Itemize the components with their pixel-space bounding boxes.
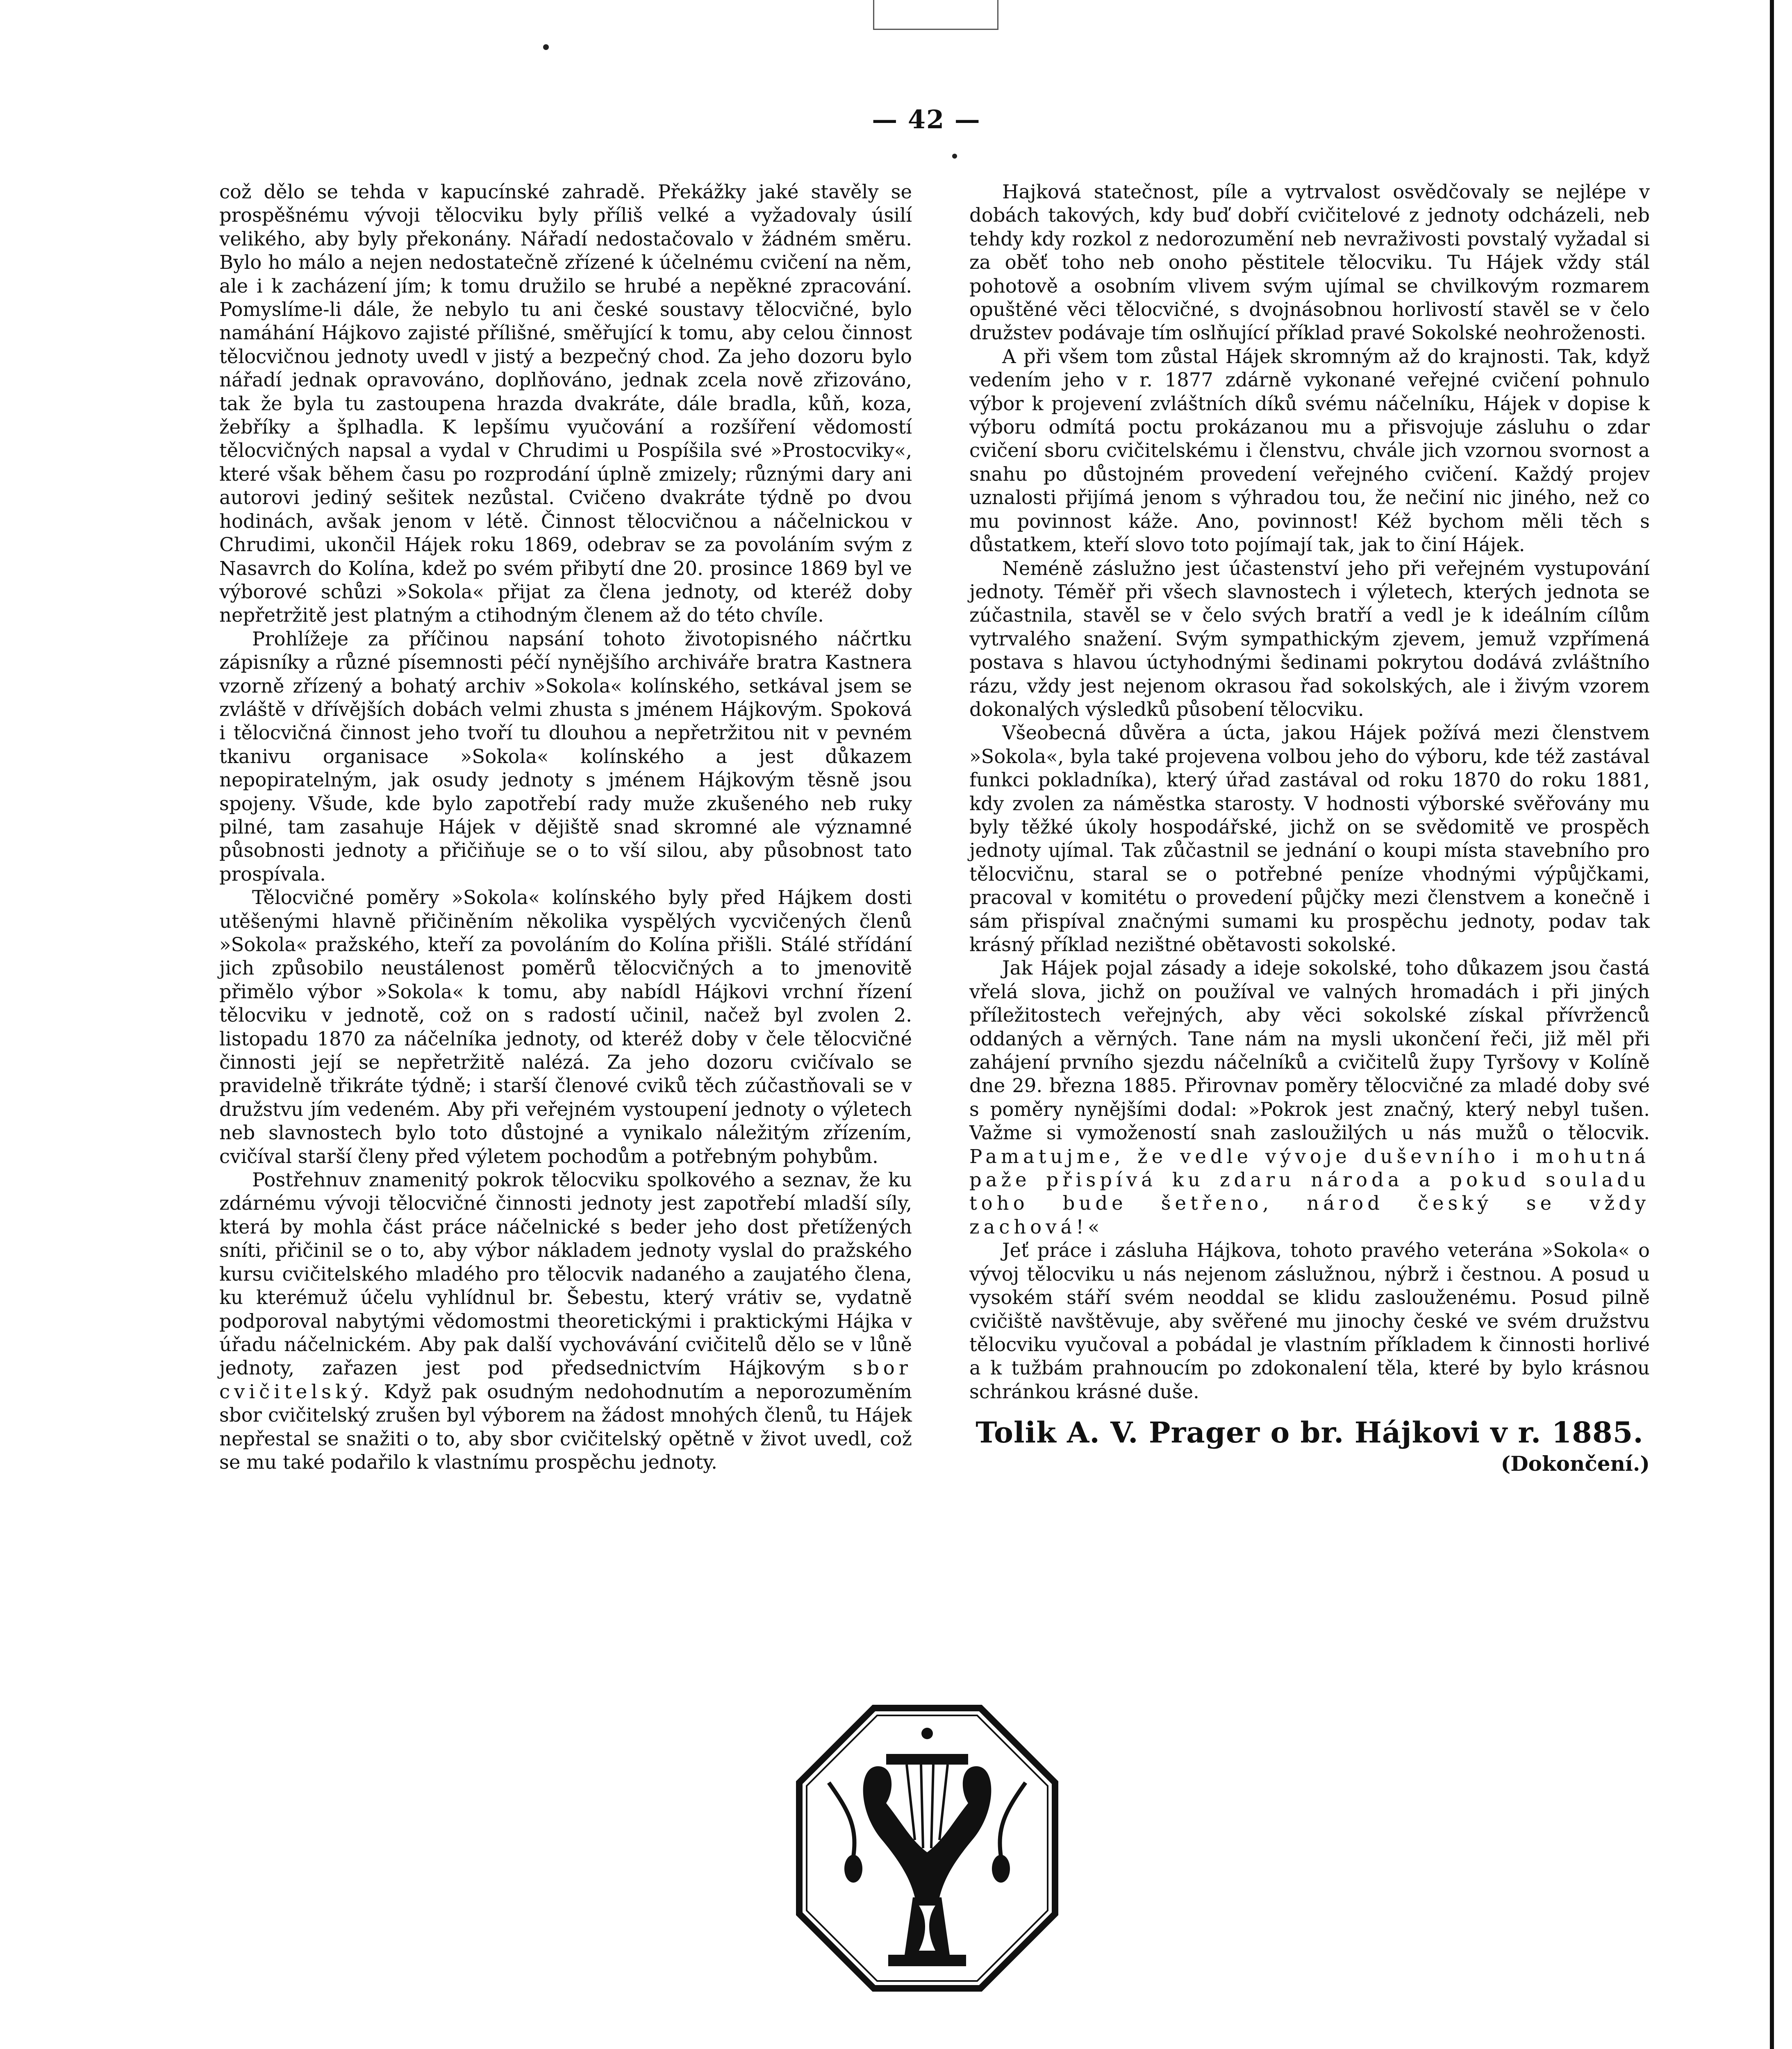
lyre-vase-ornament-icon — [796, 1705, 1058, 1992]
paragraph-text: Jak Hájek pojal zásady a ideje sokolské, toho důkazem jsou častá vřelá slova, jichž on používal ve valných hromadách i při jiných příležitostech veřejných, aby věci sokolské získal přívrženců oddaných a věrných. Tane nám na mysli ukončení řeči, již měl při zahájení prvního sjezdu náčelníků a cvičitelů župy Tyršovy v Kolíně dne 29. března 1885. Přirovnav poměry tělocvičné za mladé doby své s poměry nynějšími dodal: »Pokrok jest značný, který nebyl tušen. Važme si vymožeností snah zasloužilých u nás mužů o tělocvik. — [969, 957, 1650, 1144]
paragraph — [219, 1168, 912, 1474]
scan-speck — [952, 154, 957, 159]
paragraph: Tělocvičné poměry »Sokola« kolínského byly před Hájkem dosti utěšenými hlavně přičiněním několika vyspělých vycvičených členů »Sokola« pražského, kteří za povoláním do Kolína přišli. Stálé střídání jich způsobilo neustálenost poměrů tělocvičných a to jmenovitě přimělo výbor »Sokola« k tomu, aby nabídl Hájkovi vrchní řízení tělocviku v jednotě, což on s radostí učinil, načež byl zvolen 2. listopadu 1870 za náčelníka jednoty, od kteréž doby v čele tělocvičné činnosti její se nepřetržitě nalézá. Za jeho dozoru cvičívalo se pravidelně třikráte týdně; i starší členové cviků těch zúčastňovali se v družstvu jím vedeném. Aby při veřejném vystoupení jednoty o výletech neb slavnostech bylo toto důstojné a vynikalo náležitým zřízením, cvičíval starší členy před výletem pochodům a potřebným pohybům. — [219, 886, 912, 1168]
lyre-string — [939, 1765, 948, 1840]
right-text-column — [969, 180, 1650, 1477]
vase-foot — [888, 1955, 966, 1966]
lyre-crossbar — [886, 1754, 968, 1765]
lyre-string — [907, 1765, 915, 1840]
continued-note: (Dokončení.) — [1501, 1452, 1650, 1476]
page-number: — 42 — — [872, 104, 981, 134]
paragraph: Neméně záslužno jest účastenství jeho při veřejném vystupování jednoty. Téměř při všech slavnostech i výletech, kterých jednota se zúčastnila, stavěl se v čelo svých bratří a vedl je k ideálním cílům vytrvalého snažení. Svým sympathickým zjevem, jemuž vzpřímená postava s hlavou úctyhodnými šedinami pokrytou dodává zvláštního rázu, vždy jest nejenom okrasou řad sokolských, ale i živým vzorem dokonalých výsledků působení tělocviku. — [969, 557, 1650, 720]
emphasized-quote: Pamatujme, že vedle vývoje duševního i mohutná paže přispívá ku zdaru národa a pokud souladu toho bude šetřeno, národ český se vždy zachová!« — [969, 1145, 1650, 1238]
tassel-right — [992, 1855, 1010, 1883]
garland-right — [1000, 1783, 1026, 1856]
paragraph: Prohlížeje za příčinou napsání tohoto životopisného náčrtku zápisníky a různé písemnosti péčí nynějšího archiváře bratra Kastnera vzorně zřízený a bohatý archiv »Sokola« kolínského, setkával jsem se zvláště v dřívějších dobách velmi zhusta s jménem Hájkovým. Spoková i tělocvičná činnost jeho tvoří tu dlouhou a nepřetržitou nit v pevném tkanivu organisace »Sokola« kolínského a jest důkazem nepopiratelným, jak osudy jednoty s jménem Hájkovým těsně jsou spojeny. Všude, kde bylo zapotřebí rady muže zkušeného neb ruky pilné, tam zasahuje Hájek v dějiště snad skromné ale významné působnosti jednoty a přičiňuje se o to vší silou, aby působnost tato prospívala. — [219, 627, 912, 885]
paragraph: Hajková statečnost, píle a vytrvalost osvědčovaly se nejlépe v dobách takových, kdy buď dobří cvičitelové z jednoty odcházeli, neb tehdy kdy rozkol z nedorozumění neb nevraživosti povstalý vyžadal si za oběť toho neb onoho pěstitele tělocviku. Tu Hájek vždy stál pohotově a osobním vlivem svým ujímal se chvilkovým rozmarem opuštěné věci tělocvičné, s dvojnásobnou horlivostí stavěl se v čelo družstev podávaje tím oslňující příklad pravé Sokolské neohroženosti. — [969, 181, 1650, 344]
lyre-string — [921, 1765, 923, 1848]
paragraph-text: Postřehnuv znamenitý pokrok tělocviku spolkového a seznav, že ku zdárnému vývoji tělocvičné činnosti jednoty jest zapotřebí mladší síly, která by mohla část práce náčelnické s beder jeho dost přetížených sníti, přičinil se o to, aby výbor nákladem jednoty vyslal do pražského kursu cvičitelského mladého pro tělocvik nadaného a zaujatého člena, ku kterémuž účelu vyhlídnul br. Šebestu, který vrátiv se, vydatně podporoval nabytými vědomostmi theoretickými i praktickými Hájka v úřadu náčelnickém. Aby pak další vychovávání cvičitelů dělo se v lůně jednoty, zařazen jest pod předsednictvím Hájkovým — [219, 1169, 912, 1379]
scan-speck — [543, 44, 549, 50]
scan-edge-mark — [873, 0, 998, 30]
closing-title: Tolik A. V. Prager o br. Hájkovi v r. 1885. — [976, 1415, 1644, 1450]
paragraph: což dělo se tehda v kapucínské zahradě. Překážky jaké stavěly se prospěšnému vývoji tělocviku byly příliš velké a vyžadovaly úsilí velikého, aby byly překonány. Nářadí nedostačovalo v žádném směru. Bylo ho málo a nejen nedostatečně zřízené k účelnému cvičení na něm, ale i k zacházení jím; k tomu družilo se hrubé a nepěkné zpracování. Pomyslíme-li dále, že nebylo tu ani české soustavy tělocvičné, bylo namáhání Hájkovo zajisté přílišné, směřující k tomu, aby celou činnost tělocvičnou jednoty uvedl v jistý a bezpečný chod. Za jeho dozoru bylo nářadí jednak opravováno, doplňováno, jednak zcela nově zřizováno, tak že byla tu zastoupena hrazda dvakráte, dále bradla, kůň, koza, žebříky a šplhadla. K lepšímu vyučování a rozšíření vědomostí tělocvičných napsal a vydal v Chrudimi u Pospíšila své »Prostocviky«, které však během času po rozprodání úplně zmizely; různými dary ani autorovi jediný sešitek nezůstal. Cvičeno dvakráte týdně po dvou hodinách, avšak jenom v létě. Činnost tělocvičnou a náčelnickou v Chrudimi, ukončil Hájek roku 1869, odebrav se za povoláním svým z Nasavrch do Kolína, kdež po svém přibytí dne 20. prosince 1869 byl ve výborové schůzi »Sokola« přijat za člena jednoty, od kteréž doby nepřetržitě jest platným a ctihodným členem až do této chvíle. — [219, 181, 912, 627]
paragraph: A při všem tom zůstal Hájek skromným až do krajnosti. Tak, když vedením jeho v r. 1877 zdárně vykonané veřejné cvičení pohnulo výbor k projevení zvláštních díků svému náčelníku, Hájek v dopise k výboru odmítá poctu prokázanou mu a přisvojuje zásluhu o zdar cvičení sboru cvičitelskému i členstvu, chvále jich vzornou svornost a snahu po důstojném provedení veřejného cvičení. Každý projev uznalosti přijímá jenom s výhradou tou, že nečiní nic jiného, než co mu povinnost káže. Ano, povinnost! Kéž bychom měli těch s důstatkem, kteří slovo toto pojímají tak, jak to činí Hájek. — [969, 345, 1650, 556]
lyre-string — [931, 1765, 933, 1848]
paragraph: Jeť práce i zásluha Hájkova, tohoto pravého veterána »Sokola« o vývoj tělocviku u nás nejenom záslužnou, nýbrž i čestnou. A posud u vysokém stáří svém neoddal se klidu zaslouženému. Posud pilně cvičiště navštěvuje, aby svěřené mu jinochy české ve svém družstvu tělocviku vyučoval a pobádal je vlastním příkladem k činnosti horlivé a k tužbám prahnoucím po zdokonalení těla, které by bylo krásnou schránkou krásné duše. — [969, 1239, 1650, 1403]
paragraph: Všeobecná důvěra a úcta, jakou Hájek požívá mezi členstvem »Sokola«, byla také projevena volbou jeho do výboru, kde též zastával funkci pokladníka), který úřad zastával od roku 1870 do roku 1881, kdy zvolen za náměstka starosty. V hodnosti výborské svěřovány mu byly těžké úkoly hospodářské, jichž on se svědomitě ve prospěch jednoty ujímal. Tak zůčastnil se jednání o koupi místa stavebního pro tělocvičnu, staral se o potřebné peníze vhodnými výpůjčkami, pracoval v komitétu o provedení půjčky mezi členstvem a konečně i sám přispíval značnými sumami ku prospěchu jednoty, podav tak krásný příklad nezištné obětavosti sokolské. — [969, 722, 1650, 956]
lyre-body — [863, 1766, 992, 1897]
paragraph — [969, 956, 1650, 1239]
scan-border-right — [1770, 0, 1774, 2049]
emphasized-text: sbor cvičitelský. — [219, 1357, 912, 1403]
tassel-left — [844, 1855, 862, 1883]
left-text-column — [219, 180, 912, 1474]
garland-left — [829, 1783, 855, 1856]
ornament-dot — [921, 1728, 933, 1739]
paragraph-text: Když pak osudným nedohodnutím a neporozuměním sbor cvičitelský zrušen byl výborem na žádost mnohých členů, tu Hájek nepřestal se snažiti o to, aby sbor cvičitelský opětně v život uvedl, což se mu také podařilo k vlastnímu prospěchu jednoty. — [219, 1380, 912, 1473]
